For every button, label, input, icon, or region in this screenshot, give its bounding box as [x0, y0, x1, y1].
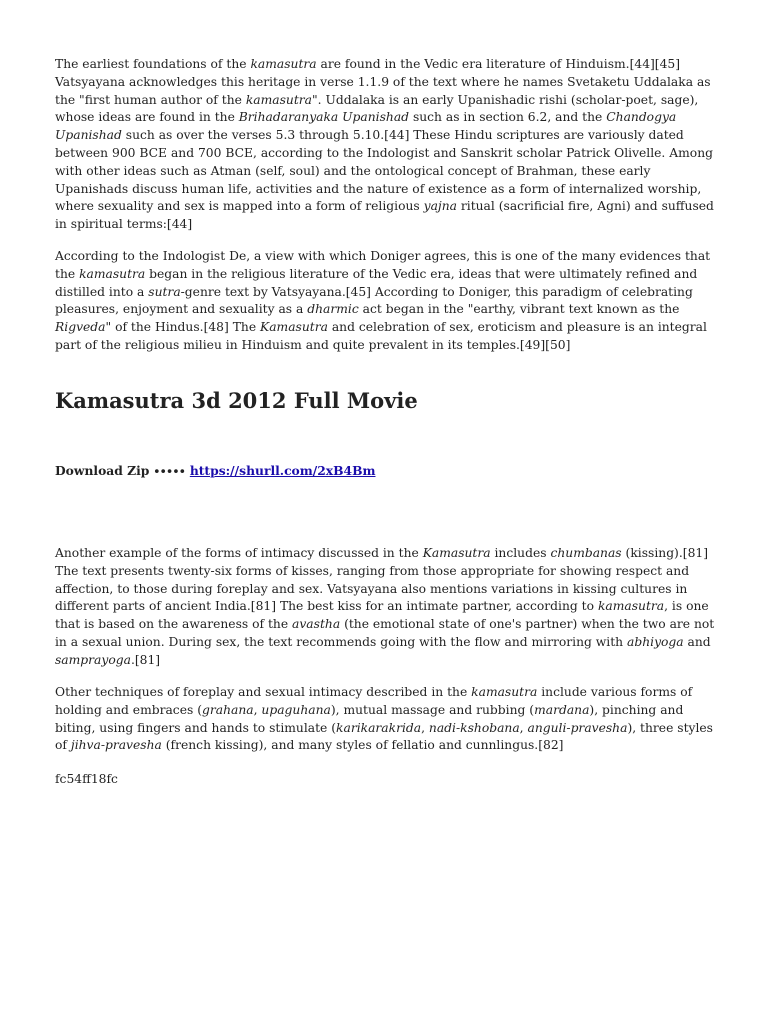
text-span: ,	[519, 720, 528, 735]
italic-term: Chandogya Upanishad	[55, 110, 677, 143]
download-line	[55, 462, 376, 480]
italic-term: upaguhana	[261, 702, 331, 717]
italic-term: nadi-kshobana	[428, 720, 520, 735]
text-span: such as in section 6.2, and the	[409, 110, 607, 125]
text-span: and celebration of sex, eroticism and pleasure is an integral part of the religious milieu in Hinduism and quite prevalent in its temples.[49][50]	[55, 320, 707, 352]
italic-term: avastha	[292, 617, 341, 632]
text-span: (french kissing), and many styles of fellatio and cunnlingus.[82]	[161, 738, 564, 753]
text-span: ), pinching and biting, using fingers and hands to stimulate (	[55, 702, 684, 735]
italic-term: mardana	[534, 702, 590, 717]
text-span: ,	[421, 720, 429, 735]
italic-term: yajna	[423, 199, 457, 214]
hash-code: fc54ff18fc	[55, 772, 118, 786]
text-span: Other techniques of foreplay and sexual intimacy described in the	[55, 685, 472, 699]
download-link[interactable]: https://shurll.com/2xB4Bm	[189, 463, 376, 478]
text-span: ,	[253, 702, 262, 717]
italic-term: chumbanas	[550, 546, 622, 560]
text-span: .[81]	[130, 652, 161, 667]
text-span: act began in the "earthy, vibrant text known as the	[358, 302, 680, 317]
italic-term: anguli-pravesha	[527, 720, 628, 735]
paragraph-doniger-view	[55, 248, 715, 355]
text-span: " of the Hindus.[48] The	[105, 320, 261, 335]
text-span: ". Uddalaka is an early Upanishadic rishi (scholar-poet, sage), whose ideas are found in the	[55, 92, 699, 125]
italic-term: kamasutra	[79, 266, 146, 281]
text-span: -genre text by Vatsyayana.[45] According to Doniger, this paradigm of celebrating pleasures, enjoyment and sexuality as a	[55, 284, 693, 317]
text-span: and	[683, 634, 711, 649]
download-label: Download Zip ∙∙∙∙∙	[55, 463, 186, 478]
text-span: According to the Indologist De, a view with which Doniger agrees, this is one of the many evidences that the	[55, 249, 711, 281]
text-span: began in the religious literature of the Vedic era, ideas that were ultimately refined and distilled into a	[55, 266, 698, 299]
text-span: ritual (sacrificial fire, Agni) and suffused in spiritual terms:[44]	[55, 199, 714, 232]
italic-term: kamasutra	[471, 685, 538, 699]
italic-term: kamasutra	[245, 92, 312, 107]
italic-term: Kamasutra	[422, 546, 491, 560]
text-span: ), three styles of	[55, 720, 713, 753]
italic-term: kamasutra	[250, 57, 317, 71]
italic-term: dharmic	[307, 302, 359, 317]
italic-term: karikarakrida	[336, 720, 422, 735]
paragraph-vedic-foundations	[55, 56, 715, 234]
italic-term: samprayoga	[55, 652, 131, 667]
page-title: Kamasutra 3d 2012 Full Movie	[55, 388, 418, 413]
italic-term: sutra	[148, 284, 181, 299]
text-span: The earliest foundations of the	[55, 57, 251, 71]
italic-term: jihva-pravesha	[70, 738, 162, 753]
text-span: include various forms of holding and embraces (	[55, 685, 693, 717]
text-span: are found in the Vedic era literature of Hinduism.[44][45] Vatsyayana acknowledges this heritage in verse 1.1.9 of the text where he names Svetaketu Uddalaka as the "first human author of the	[55, 57, 711, 107]
text-span: includes	[490, 546, 551, 560]
italic-term: abhiyoga	[627, 634, 684, 649]
text-span: (the emotional state of one's partner) when the two are not in a sexual union. During sex, the text recommends going with the flow and mirroring with	[55, 617, 715, 649]
text-span: , is one that is based on the awareness of the	[55, 599, 709, 632]
text-span: (kissing).[81] The text presents twenty-six forms of kisses, ranging from those appropriate for showing respect and affection, to those during foreplay and sex. Vatsyayana also mentions variations in kissing cultures in different parts of ancient India.[81] The best kiss for an intimate partner, according to	[55, 546, 709, 614]
italic-term: Brihadaranyaka Upanishad	[238, 110, 410, 125]
italic-term: grahana	[202, 702, 254, 717]
paragraph-foreplay-techniques	[55, 684, 715, 755]
text-span: such as over the verses 5.3 through 5.10.[44] These Hindu scriptures are variously dated between 900 BCE and 700 BCE, according to the Indologist and Sanskrit scholar Patrick Olivelle. Among with other ideas such as Atman (self, soul) and the ontological concept of Brahman, these early Upanishads discuss human life, activities and the nature of existence as a form of internalized worship, where sexuality and sex is mapped into a form of religious	[55, 128, 713, 214]
italic-term: Kamasutra	[260, 320, 328, 335]
italic-term: Rigveda	[55, 320, 106, 335]
paragraph-kissing-forms	[55, 545, 715, 670]
italic-term: kamasutra	[597, 599, 665, 614]
text-span: Another example of the forms of intimacy discussed in the	[55, 546, 423, 560]
text-span: ), mutual massage and rubbing (	[330, 702, 535, 717]
